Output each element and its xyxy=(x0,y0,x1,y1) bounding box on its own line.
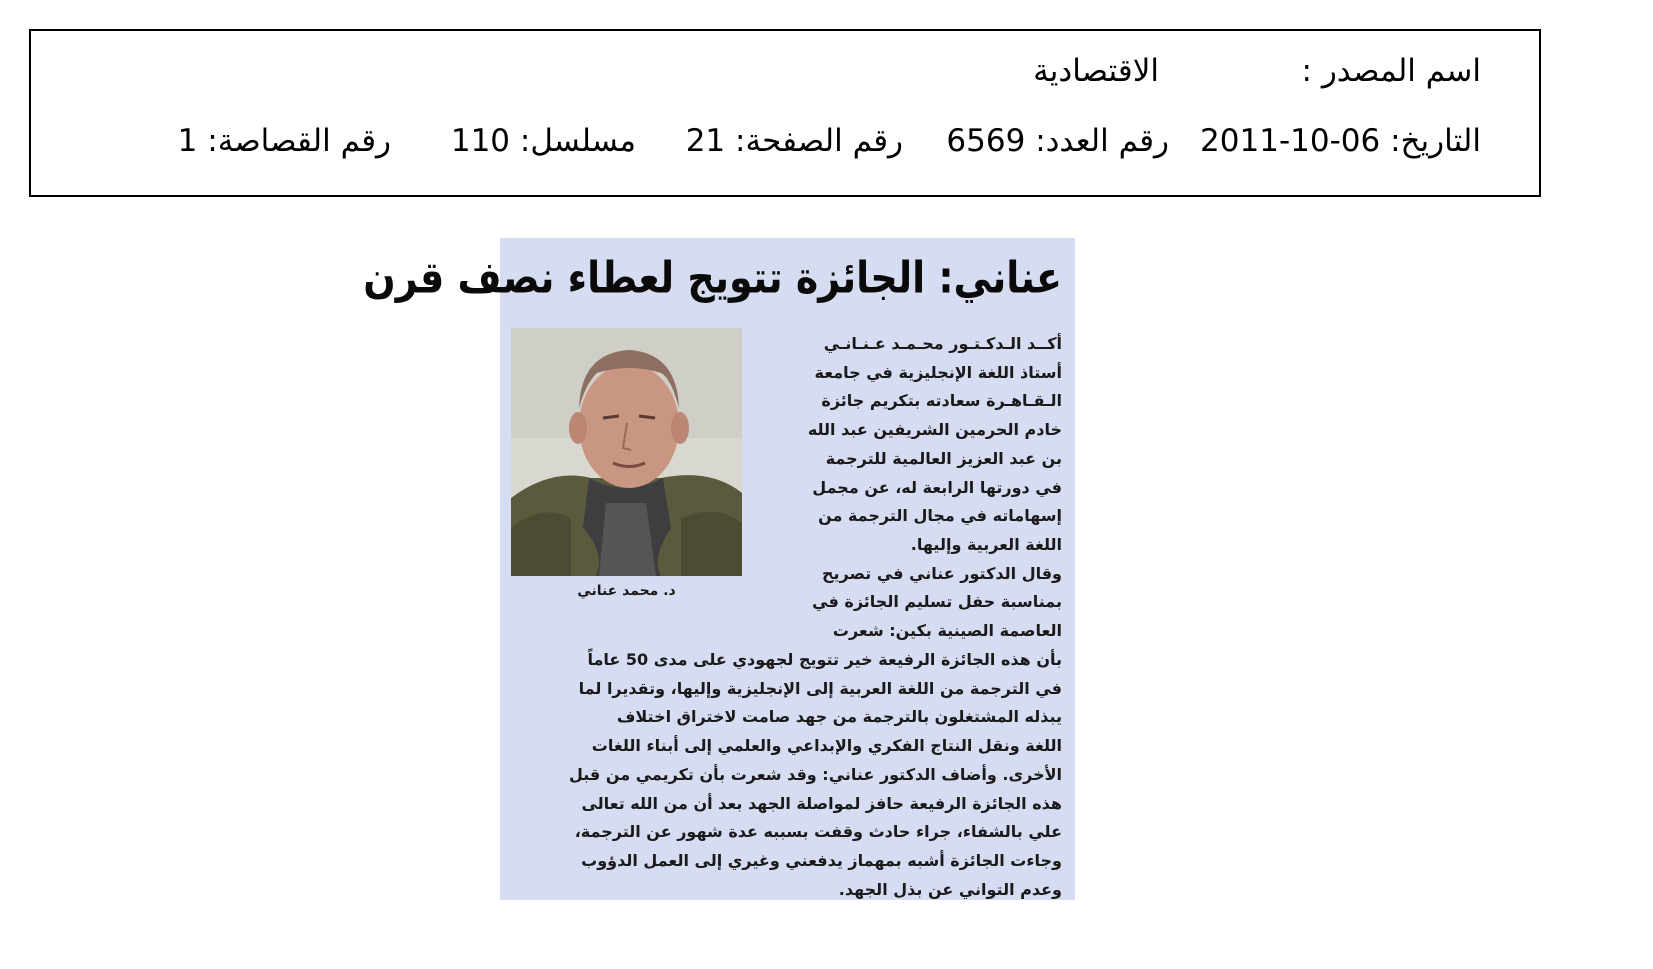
article-line: اللغة ونقل النتاج الفكري والإبداعي والعلمي إلى أبناء اللغات xyxy=(591,736,1062,756)
newspaper-clipping xyxy=(363,238,1075,900)
issue-value: 6569 xyxy=(946,123,1026,159)
article-line: خادم الحرمين الشريفين عبد الله xyxy=(807,420,1062,440)
article-column-wide xyxy=(513,646,1062,904)
article-line: أكــد الـدكـتـور محـمـد عـنـانـي xyxy=(823,334,1062,353)
source-value: الاقتصادية xyxy=(1033,53,1159,89)
article-line: وجاءت الجائزة أشبه بمهماز يدفعني وغيري إلى العمل الدؤوب xyxy=(581,850,1062,870)
date-field xyxy=(1200,123,1481,159)
source-label: اسم المصدر : xyxy=(1301,53,1481,89)
clip-label: رقم القصاصة: xyxy=(207,123,391,159)
article-line: بمناسبة حفل تسليم الجائزة في xyxy=(812,592,1062,612)
article-line: في دورتها الرابعة له، عن مجمل xyxy=(812,477,1062,497)
article-line: يبذله المشتغلون بالترجمة من جهد صامت لاختراق اختلاف xyxy=(616,707,1062,727)
article-line: اللغة العربية وإليها. xyxy=(910,534,1062,554)
portrait-image xyxy=(511,328,742,576)
clip-field xyxy=(178,123,391,159)
article-headline: عناني: الجائزة تتويج لعطاء نصف قرن xyxy=(363,252,1062,303)
issue-label: رقم العدد: xyxy=(1035,123,1169,159)
article-line: الأخرى. وأضاف الدكتور عناني: وقد شعرت بأن تكريمي من قبل xyxy=(568,764,1062,784)
page-label: رقم الصفحة: xyxy=(735,123,903,159)
serial-field xyxy=(451,123,636,159)
page-value: 21 xyxy=(685,123,726,159)
article-line: العاصمة الصينية بكين: شعرت xyxy=(832,621,1062,641)
article-line: بأن هذه الجائزة الرفيعة خير تتويج لجهودي على مدى 50 عاماً xyxy=(587,650,1062,669)
date-label: التاريخ: xyxy=(1390,123,1481,159)
author-photo xyxy=(511,328,742,576)
article-line: أستاذ اللغة الإنجليزية في جامعة xyxy=(814,362,1062,382)
article-line: وقال الدكتور عناني في تصريح xyxy=(822,563,1062,583)
article-line: وعدم التواني عن بذل الجهد. xyxy=(838,879,1062,899)
photo-caption: د. محمد عناني xyxy=(577,583,676,599)
article-line: بن عبد العزيز العالمية للترجمة xyxy=(825,448,1062,468)
article-line: إسهاماته في مجال الترجمة من xyxy=(818,506,1062,526)
date-value: 2011-10-06 xyxy=(1200,123,1381,159)
serial-label: مسلسل: xyxy=(519,123,636,159)
serial-value: 110 xyxy=(450,123,511,159)
article-line: هذه الجائزة الرفيعة حافز لمواصلة الجهد بعد أن من الله تعالى xyxy=(581,793,1062,813)
issue-field xyxy=(946,123,1169,159)
clip-value: 1 xyxy=(177,123,198,159)
page-field xyxy=(686,123,903,159)
article-column-narrow xyxy=(764,330,1062,646)
article-line: في الترجمة من اللغة العربية إلى الإنجليزية وإليها، وتقديرا لما xyxy=(578,678,1062,698)
document-header xyxy=(29,29,1541,197)
article-line: الـقـاهـرة سعادته بتكريم جائزة xyxy=(821,391,1062,411)
article-line: علي بالشفاء، جراء حادث وقفت بسببه عدة شهور عن الترجمة، xyxy=(574,822,1062,842)
